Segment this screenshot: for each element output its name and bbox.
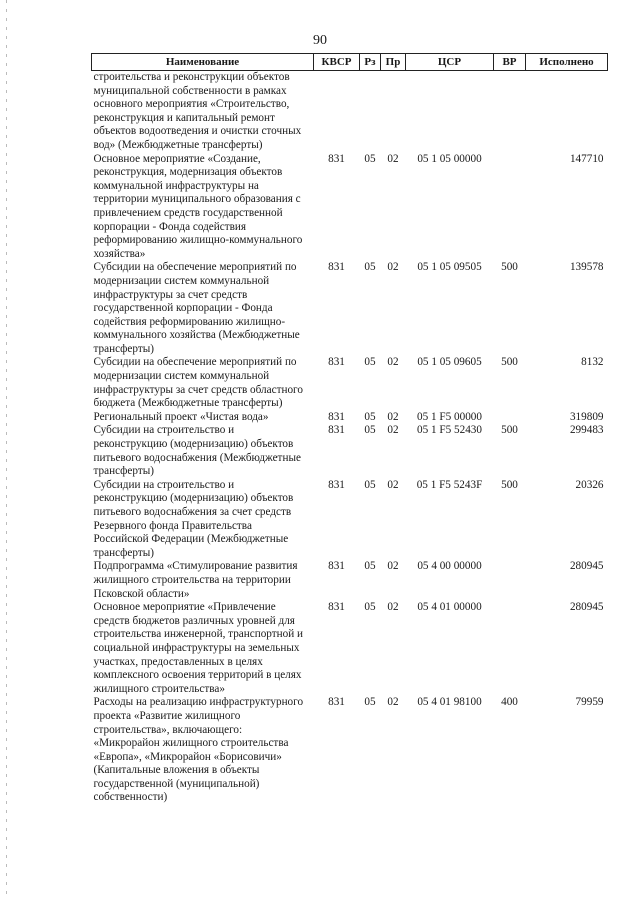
table-row: [92, 261, 608, 356]
row-name: Основное мероприятие «Создание, реконструкция, модернизация объектов коммунальной инфраструктуры на территории муниципального образования с привлечением средств государственной корпорации - Фонда содействия реформированию жилищно-коммунального хозяйства»: [93, 152, 303, 260]
row-rz: 05: [364, 424, 376, 437]
row-csr: 05 1 F5 52430: [417, 424, 482, 437]
row-kvsr: 831: [328, 410, 345, 423]
row-executed: 280945: [569, 560, 604, 573]
row-rz: 05: [364, 601, 376, 614]
row-name: Субсидии на обеспечение мероприятий по модернизации систем коммунальной инфраструктуры за счет средств областного бюджета (Межбюджетные трансферты): [93, 356, 303, 410]
row-pr: 02: [387, 356, 399, 369]
row-name: Субсидии на строительство и реконструкцию (модернизацию) объектов питьевого водоснабжения за счет средств Резервного фонда Правительства Российской Федерации (Межбюджетные трансферты): [93, 478, 294, 559]
scan-edge-artifact: [6, 0, 7, 899]
row-executed: 280945: [569, 601, 604, 614]
row-executed: 319809: [569, 410, 604, 423]
row-executed: 8132: [581, 356, 604, 369]
row-rz: 05: [364, 410, 376, 423]
row-executed: 79959: [575, 696, 604, 709]
table-row: [92, 71, 608, 153]
row-rz: [360, 71, 381, 153]
header-kvsr: КВСР: [314, 54, 360, 71]
row-kvsr: 831: [328, 356, 345, 369]
row-name: Субсидии на обеспечение мероприятий по модернизации систем коммунальной инфраструктуры за счет средств государственной корпорации - Фонда содействия реформированию жилищно-коммунального хозяйства (Межбюджетные трансферты): [93, 261, 300, 355]
row-kvsr: [314, 71, 360, 153]
row-csr: 05 4 01 98100: [417, 696, 482, 709]
row-csr: 05 1 05 09505: [417, 261, 482, 274]
row-rz: 05: [364, 152, 376, 165]
row-kvsr: 831: [328, 424, 345, 437]
row-csr: [406, 71, 494, 153]
header-pr: Пр: [381, 54, 406, 71]
header-csr: ЦСР: [406, 54, 494, 71]
budget-table: [91, 53, 608, 805]
row-name: строительства и реконструкции объектов муниципальной собственности в рамках основного мероприятия «Строительство, реконструкция и капитальный ремонт объектов водоотведения и очистки сточных вод» (Межбюджетные трансферты): [93, 71, 302, 151]
header-name: Наименование: [92, 54, 314, 71]
row-pr: 02: [387, 424, 399, 437]
row-vr: [494, 601, 526, 696]
row-csr: 05 1 F5 5243F: [416, 478, 483, 491]
table-row: [92, 424, 608, 478]
row-pr: 02: [387, 261, 399, 274]
row-rz: 05: [364, 478, 376, 491]
row-kvsr: 831: [328, 696, 345, 709]
row-kvsr: 831: [328, 560, 345, 573]
row-name: Основное мероприятие «Привлечение средств бюджетов различных уровней для строительства инженерной, транспортной и социальной инфраструктуры на земельных участках, предоставленных в целях комплексного освоения территорий в целях жилищного строительства»: [93, 601, 303, 695]
table-row: [92, 411, 608, 425]
row-pr: 02: [387, 478, 399, 491]
row-vr: 500: [501, 356, 518, 369]
table-row: [92, 153, 608, 262]
row-vr: [494, 153, 526, 262]
row-vr: 500: [501, 424, 518, 437]
row-executed: [526, 71, 608, 153]
header-vr: ВР: [494, 54, 526, 71]
row-kvsr: 831: [328, 478, 345, 491]
row-pr: 02: [387, 601, 399, 614]
row-vr: 400: [501, 696, 518, 709]
row-name: Субсидии на строительство и реконструкцию (модернизацию) объектов питьевого водоснабжения (Межбюджетные трансферты): [93, 424, 301, 478]
table-header-row: [92, 54, 608, 71]
row-executed: 20326: [575, 478, 604, 491]
row-name: Подпрограмма «Стимулирование развития жилищного строительства на территории Псковской области»: [93, 560, 298, 600]
table-row: [92, 696, 608, 805]
page-number: 90: [313, 33, 327, 48]
row-csr: 05 1 05 09605: [417, 356, 482, 369]
row-rz: 05: [364, 560, 376, 573]
row-csr: 05 1 05 00000: [417, 152, 482, 165]
row-pr: 02: [387, 410, 399, 423]
row-vr: [494, 560, 526, 601]
table-row: [92, 560, 608, 601]
row-vr: 500: [501, 261, 518, 274]
table-row: [92, 479, 608, 561]
row-pr: [381, 71, 406, 153]
row-kvsr: 831: [328, 601, 345, 614]
row-executed: 147710: [569, 152, 604, 165]
row-executed: 139578: [569, 261, 604, 274]
row-vr: [494, 71, 526, 153]
row-rz: 05: [364, 356, 376, 369]
row-name: Региональный проект «Чистая вода»: [93, 410, 269, 423]
row-pr: 02: [387, 696, 399, 709]
row-csr: 05 4 00 00000: [417, 560, 482, 573]
row-csr: 05 4 01 00000: [417, 601, 482, 614]
row-csr: 05 1 F5 00000: [417, 410, 482, 423]
row-kvsr: 831: [328, 261, 345, 274]
row-pr: 02: [387, 152, 399, 165]
row-vr: [494, 411, 526, 425]
row-executed: 299483: [569, 424, 604, 437]
row-name: Расходы на реализацию инфраструктурного проекта «Развитие жилищного строительства», включающего: «Микрорайон жилищного строительства «Европа», «Микрорайон «Борисовичи» (Капитальные вложения в объекты государственной (муниципальной) собственности): [93, 696, 304, 804]
table-row: [92, 356, 608, 410]
header-rz: Рз: [360, 54, 381, 71]
row-vr: 500: [501, 478, 518, 491]
row-kvsr: 831: [328, 152, 345, 165]
header-executed: Исполнено: [526, 54, 608, 71]
table-row: [92, 601, 608, 696]
row-pr: 02: [387, 560, 399, 573]
row-rz: 05: [364, 261, 376, 274]
row-rz: 05: [364, 696, 376, 709]
